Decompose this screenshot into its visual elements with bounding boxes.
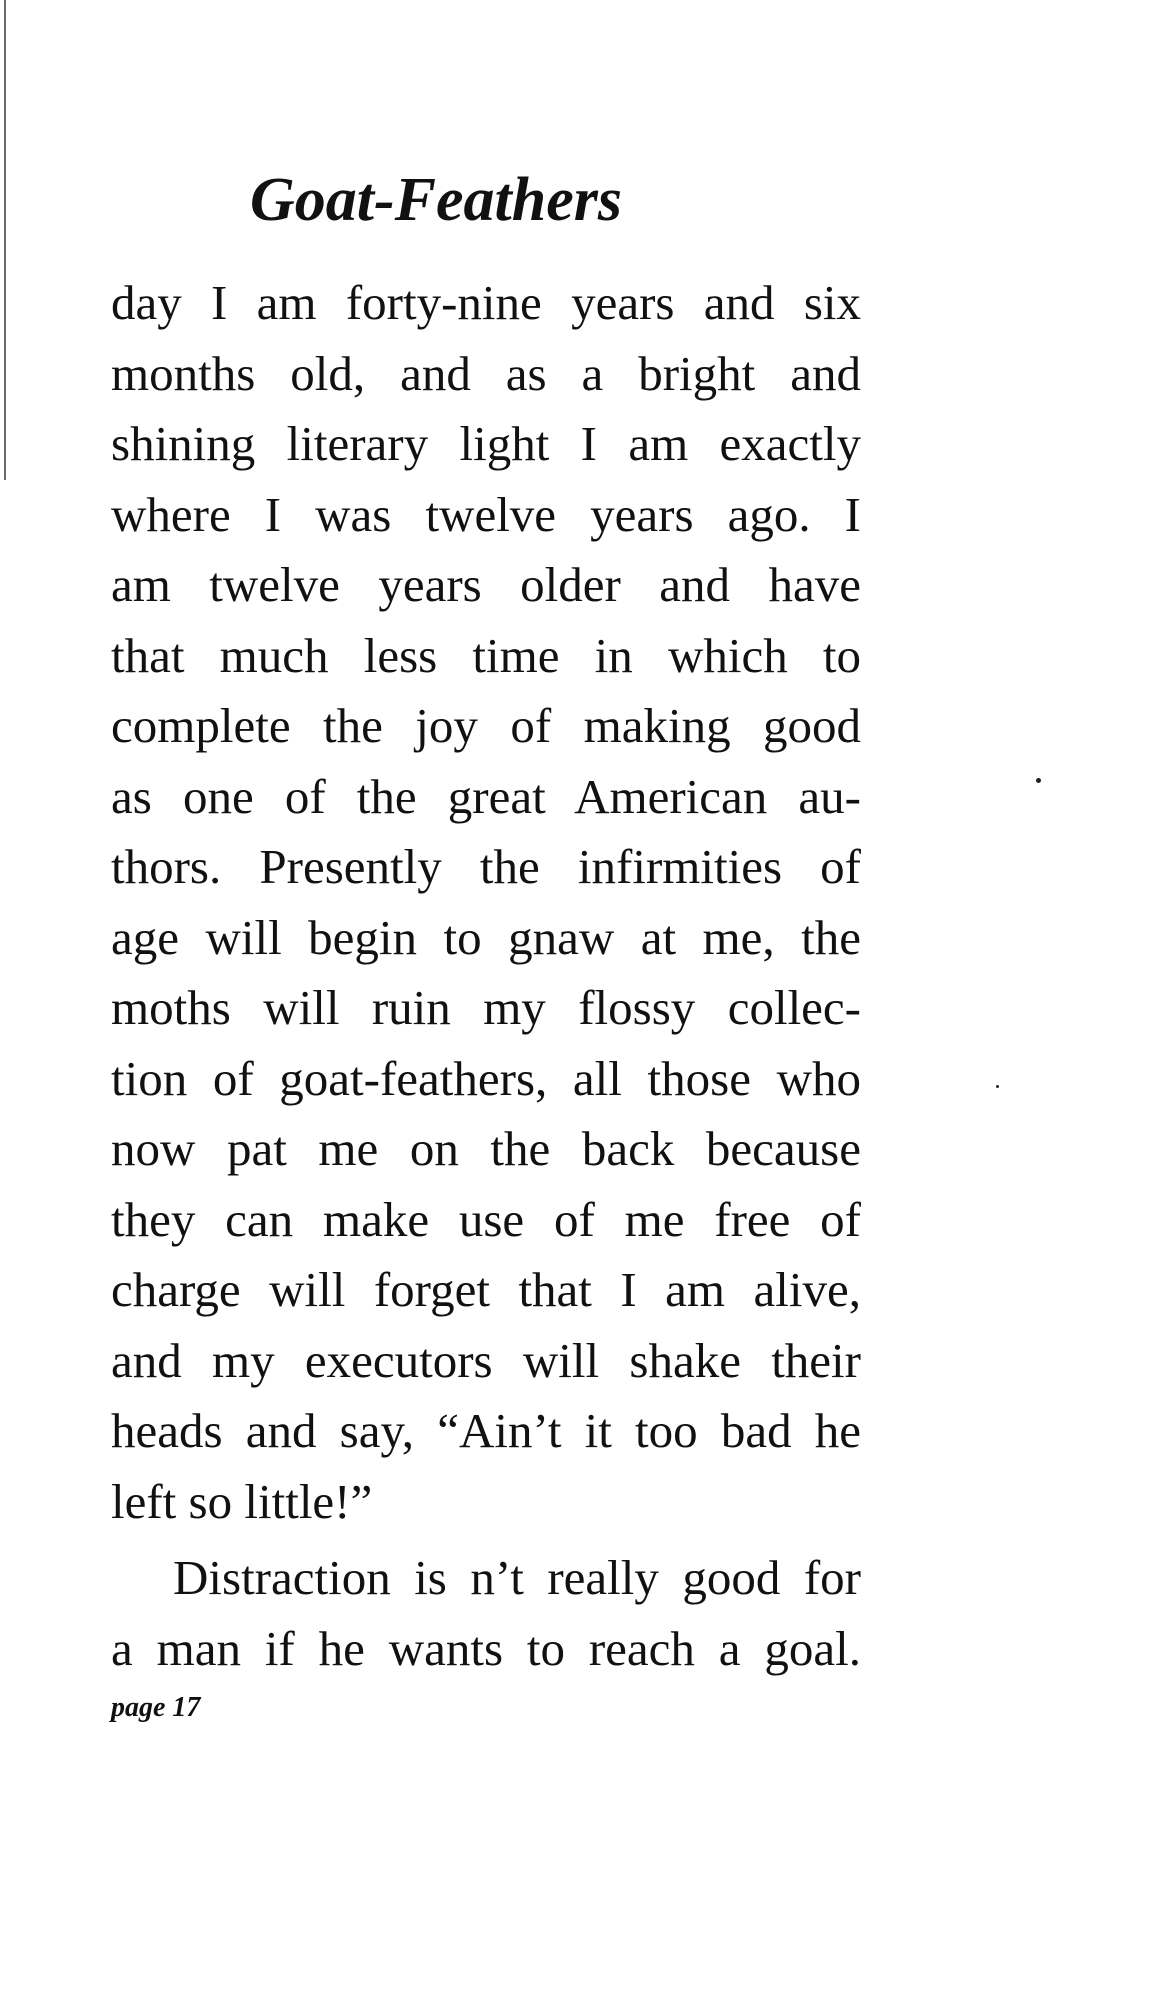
text-line: months old, and as a bright and (111, 345, 861, 401)
text-line: now pat me on the back because (111, 1121, 861, 1176)
text-line: tion of goat-feathers, all those who (111, 1050, 861, 1106)
page-edge-line (4, 0, 6, 480)
text-line: am twelve years older and have (111, 557, 861, 612)
text-line: a man if he wants to reach a goal. (111, 1620, 861, 1676)
text-line: and my executors will shake their (111, 1332, 861, 1388)
text-line: where I was twelve years ago. I (111, 486, 861, 542)
text-line: as one of the great American au- (111, 768, 861, 824)
text-line: thors. Presently the infirmities of (111, 839, 861, 894)
text-line: heads and say, “Ain’t it too bad he (111, 1403, 861, 1458)
ink-speck (996, 1085, 999, 1088)
text-line: age will begin to gnaw at me, the (111, 909, 861, 965)
text-line: moths will ruin my flossy collec- (111, 980, 861, 1035)
paragraph-1 (111, 268, 861, 1537)
text-line: shining literary light I am exactly (111, 416, 861, 471)
ink-speck (1036, 778, 1041, 783)
running-head: Goat-Feathers (250, 166, 622, 234)
paragraph-2 (111, 1543, 861, 1684)
text-line: that much less time in which to (111, 627, 861, 683)
page-number: page 17 (111, 1692, 201, 1723)
text-line: day I am forty-nine years and six (111, 275, 861, 330)
text-line: complete the joy of making good (111, 698, 861, 753)
text-line: they can make use of me free of (111, 1191, 861, 1247)
text-line: Distraction is n’t really good for (173, 1550, 861, 1605)
text-line: left so little!” (111, 1473, 373, 1529)
body-text (111, 268, 861, 1684)
text-line: charge will forget that I am alive, (111, 1262, 861, 1317)
